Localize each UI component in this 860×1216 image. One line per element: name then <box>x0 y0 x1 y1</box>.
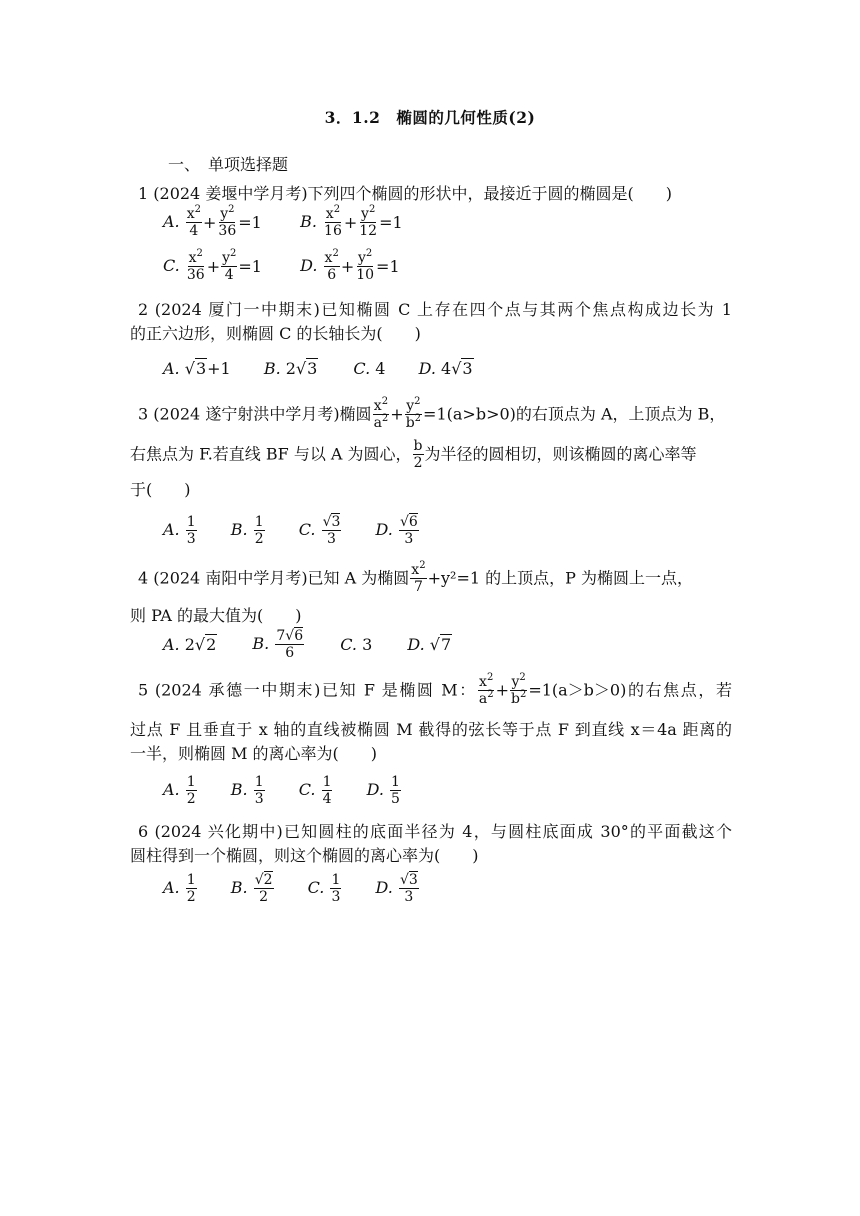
q3-option-b[interactable]: B. $\frac{1}{2}$ <box>230 514 264 547</box>
question-3-stem-line3: 于( ) <box>130 480 191 499</box>
q3-option-a[interactable]: A. $\frac{1}{3}$ <box>163 514 196 547</box>
q5-option-a[interactable]: A. $\frac{1}{2}$ <box>163 774 196 807</box>
question-2 <box>130 298 732 346</box>
question-5-stem-line2: 过点 F 且垂直于 x 轴的直线被椭圆 M 截得的弦长等于点 F 到直线 x＝4a 距离的 <box>130 720 732 739</box>
q6-option-c[interactable]: C. $\frac{1}{3}$ <box>307 872 341 905</box>
question-4-options <box>163 628 452 661</box>
q1-option-d[interactable]: D. $\frac{x^2}{6}$ + $\frac{y^2}{10}$ =1 <box>300 248 400 283</box>
question-1-options-row1 <box>163 206 403 239</box>
question-3-options <box>163 514 420 547</box>
q6-option-b[interactable]: B. $\frac{√2}{2}$ <box>230 872 273 905</box>
question-3-stem-line1: 3 (2024 遂宁射洪中学月考)椭圆 $\frac{x^2}{a^2}$ + $\frac{y^2}{b^2}$ =1(a>b>0)的右顶点为 A，上顶点为 B， <box>138 396 726 431</box>
question-5-options <box>163 774 402 807</box>
question-2-stem-line2: 的正六边形，则椭圆 C 的长轴长为( ) <box>130 324 421 343</box>
question-5-stem-line3: 一半，则椭圆 M 的离心率为( ) <box>130 744 378 763</box>
question-6 <box>130 820 732 868</box>
question-4-stem-line2: 则 PA 的最大值为( ) <box>130 606 302 625</box>
q6-option-d[interactable]: D. $\frac{√3}{3}$ <box>375 872 418 905</box>
question-3 <box>130 398 732 502</box>
section-heading: 一、 单项选择题 <box>168 155 289 174</box>
question-4-stem-line1: 4 (2024 南阳中学月考)已知 A 为椭圆 $\frac{x^2}{7}$ +y²=1 的上顶点，P 为椭圆上一点， <box>138 560 693 595</box>
question-2-options <box>163 358 474 378</box>
q2-option-a[interactable]: A. √3+1 <box>163 359 231 378</box>
q2-option-c[interactable]: C. 4 <box>353 359 386 378</box>
question-2-stem-line1: 2 (2024 厦门一中期末)已知椭圆 C 上存在四个点与其两个焦点构成边长为 1 <box>138 300 732 319</box>
q4-option-b[interactable]: B. $\frac{7√6}{6}$ <box>252 628 304 661</box>
question-6-stem-line2: 圆柱得到一个椭圆，则这个椭圆的离心率为( ) <box>130 846 479 865</box>
q1-option-a[interactable]: A. $\frac{x^2}{4}$ + $\frac{y^2}{36}$ =1 <box>163 204 262 239</box>
q6-option-a[interactable]: A. $\frac{1}{2}$ <box>163 872 196 905</box>
q3-option-c[interactable]: C. $\frac{√3}{3}$ <box>298 514 341 547</box>
question-1-stem: 1 (2024 姜堰中学月考)下列四个椭圆的形状中，最接近于圆的椭圆是( ) <box>138 184 673 203</box>
question-1-options-row2 <box>163 250 400 283</box>
q1-option-b[interactable]: B. $\frac{x^2}{16}$ + $\frac{y^2}{12}$ =1 <box>300 204 403 239</box>
question-1 <box>130 182 732 206</box>
question-5-stem-line1: 5 (2024 承德一中期末)已知 F 是椭圆 M： $\frac{x^2}{a^2}$ + $\frac{y^2}{b^2}$ =1(a＞b＞0)的右焦点，若 <box>138 672 732 707</box>
q1-option-c[interactable]: C. $\frac{x^2}{36}$ + $\frac{y^2}{4}$ =1 <box>163 248 262 283</box>
q2-option-b[interactable]: B. 2√3 <box>263 359 318 378</box>
q5-option-b[interactable]: B. $\frac{1}{3}$ <box>230 774 264 807</box>
q5-option-d[interactable]: D. $\frac{1}{5}$ <box>366 774 400 807</box>
question-5 <box>130 674 732 766</box>
question-6-options <box>163 872 420 905</box>
q5-option-c[interactable]: C. $\frac{1}{4}$ <box>298 774 332 807</box>
question-3-stem-line2: 右焦点为 F.若直线 BF 与以 A 为圆心， $\frac{b}{2}$ 为半径的圆相切，则该椭圆的离心率等 <box>130 438 697 471</box>
question-6-stem-line1: 6 (2024 兴化期中)已知圆柱的底面半径为 4，与圆柱底面成 30°的平面截这个 <box>138 822 732 841</box>
q4-option-a[interactable]: A. 2√2 <box>163 635 217 654</box>
q3-option-d[interactable]: D. $\frac{√6}{3}$ <box>375 514 418 547</box>
q4-option-d[interactable]: D. √7 <box>407 635 452 654</box>
page-title: 3．1.2 椭圆的几何性质(2) <box>324 108 536 127</box>
q4-option-c[interactable]: C. 3 <box>340 635 373 654</box>
q2-option-d[interactable]: D. 4√3 <box>418 359 473 378</box>
question-4 <box>130 562 732 628</box>
